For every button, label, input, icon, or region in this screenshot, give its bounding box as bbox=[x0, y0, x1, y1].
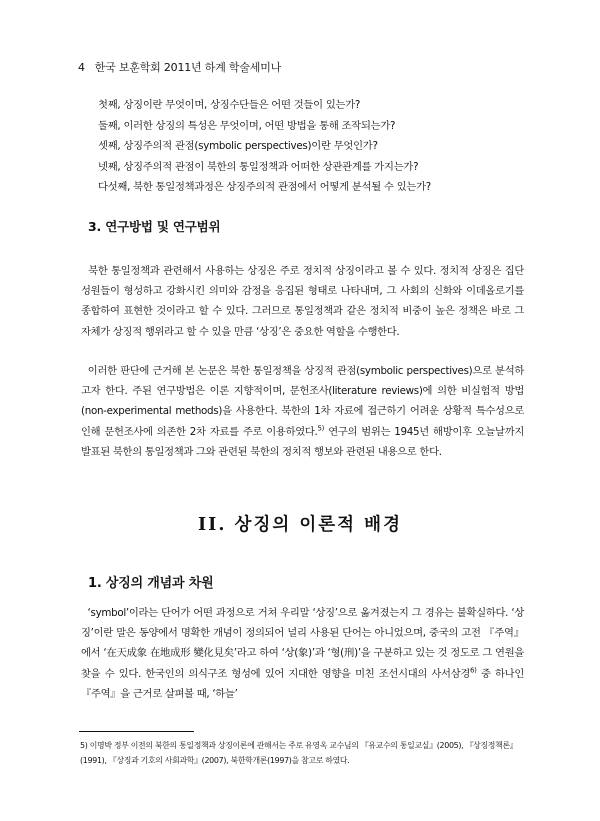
section-heading-method: 3. 연구방법 및 연구범위 bbox=[88, 219, 221, 234]
paragraph-text: 이러한 판단에 근거해 본 논문은 북한 통일정책을 상징적 관점(symbolic perspectives)으로 분석하고자 한다. 주된 연구방법은 이론 지향적이며, 문헌조사(literature reviews)에 의한 비실험적 방법(non-experimental methods)을 사용한다. 북한의 1차 자료에 접근하기 어려운 상황적 특수성으로 인해 문헌조사에 의존한 2차 자료를 주로 이용하였다. bbox=[81, 365, 524, 438]
footnote-divider bbox=[79, 731, 194, 732]
paragraph-text: 북한 통일정책과 관련해서 사용하는 상징은 주로 정치적 상징이라고 볼 수 있다. 정치적 상징은 집단성원들이 형성하고 강화시킨 의미와 감정을 응집된 형태로 나타내며, 그 사회의 신화와 이데올로기를 종합하여 표현한 것이라고 할 수 있다. 그러므로 통일정책과 같은 정치적 비중이 높은 정책은 바로 그 자체가 상징적 행위라고 할 수 있을 만큼 ‘상징’은 중요한 역할을 수행한다. bbox=[81, 265, 525, 338]
section-heading-concept: 1. 상징의 개념과 차원 bbox=[88, 576, 214, 591]
concept-paragraph bbox=[81, 603, 524, 704]
running-header bbox=[78, 59, 281, 75]
chapter-heading: II. 상징의 이론적 배경 bbox=[198, 515, 402, 535]
running-title: 한국 보훈학회 2011년 하계 학술세미나 bbox=[94, 61, 282, 74]
question-item: 둘째, 이러한 상징의 특성은 무엇이며, 어떤 방법을 통해 조작되는가? bbox=[98, 119, 396, 132]
question-item: 셋째, 상징주의적 관점(symbolic perspectives)이란 무엇인가? bbox=[98, 140, 378, 152]
paragraph-text: 연구의 범위는 1945년 해방이후 오늘날까지 발표된 북한의 통일정책과 그와 관련된 북한의 정치적 행보와 관련된 내용으로 한다. bbox=[81, 425, 524, 458]
method-paragraph-2 bbox=[81, 361, 524, 462]
paragraph-text: 중 하나인 『주역』을 근거로 살펴볼 때, ‘하늘’ bbox=[81, 667, 524, 700]
method-paragraph-1 bbox=[81, 261, 524, 342]
question-item: 넷째, 상징주의적 관점이 북한의 통일정책과 어떠한 상관관계를 가지는가? bbox=[98, 160, 419, 173]
footnote-ref-6[interactable]: 6) bbox=[470, 666, 477, 675]
question-item: 다섯째, 북한 통일정책과정은 상징주의적 관점에서 어떻게 분석될 수 있는가? bbox=[98, 181, 432, 193]
page-number: 4 bbox=[78, 61, 85, 74]
footnote-ref-5[interactable]: 5) bbox=[317, 424, 325, 433]
footnote-5: 5) 이명박 정부 이전의 북한의 통일정책과 상징이론에 관해서는 주로 유영옥 교수님의 『유교수의 통일교실』(2005), 『상징정책론』(1991), 『상징과 기호의 사회과학』(2007), 북한학개론(1997)을 참고로 하였다. bbox=[80, 741, 518, 765]
paragraph-text: ‘symbol’이라는 단어가 어떤 과정으로 거쳐 우리말 ‘상징’으로 옮겨졌는지 그 경유는 불확실하다. ‘상징’이란 말은 동양에서 명확한 개념이 정의되어 널리 사용된 단어는 아니었으며, 중국의 고전 『주역』에서 ‘在天成象 在地成形 變化見矣’라고 하여 ‘상(象)’과 ‘형(刑)’을 구분하고 있는 것 정도로 그 연원을 찾을 수 있다. 한국인의 의식구조 형성에 있어 지대한 영향을 미친 조선시대의 사서삼경 bbox=[81, 607, 524, 680]
research-questions bbox=[98, 95, 431, 198]
question-item: 첫째, 상징이란 무엇이며, 상징수단들은 어떤 것들이 있는가? bbox=[98, 99, 361, 111]
